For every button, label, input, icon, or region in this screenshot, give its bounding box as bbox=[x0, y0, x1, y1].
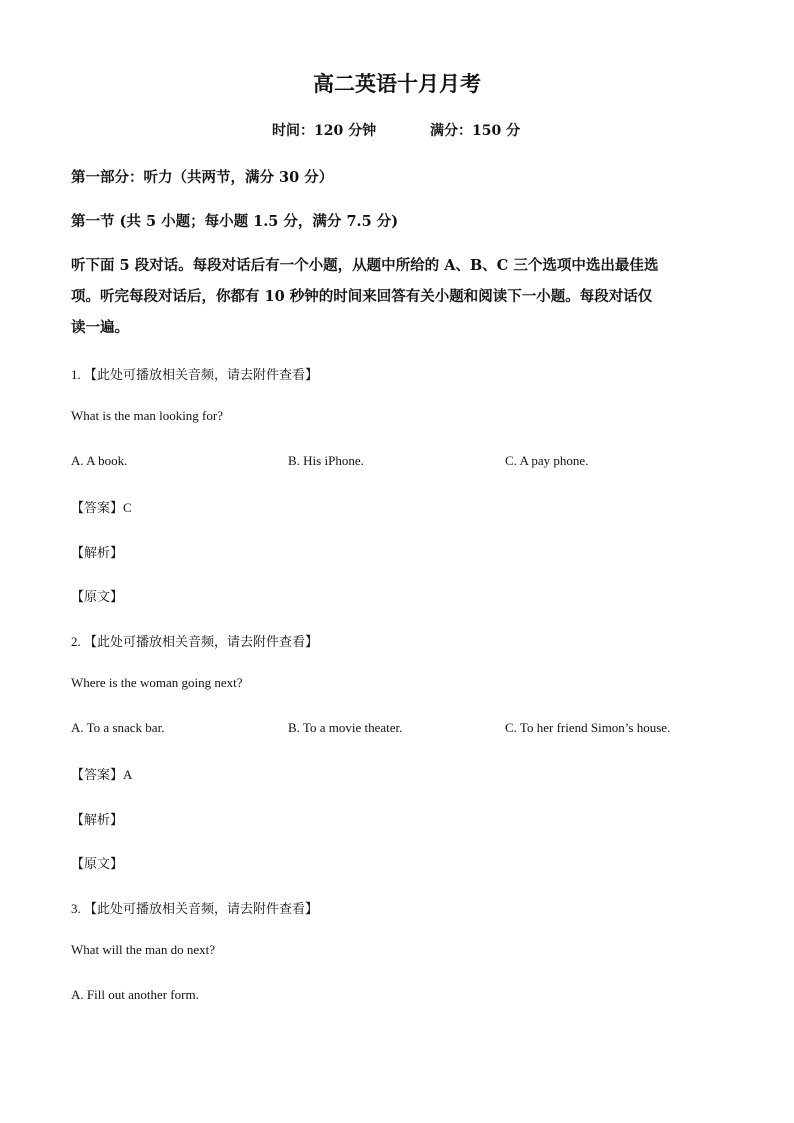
exam-time: 时间：120 分钟 bbox=[272, 123, 377, 139]
option-a: A. To a snack bar. bbox=[71, 720, 165, 735]
option-c: C. A pay phone. bbox=[505, 453, 589, 468]
option-a: A. Fill out another form. bbox=[71, 987, 199, 1002]
exam-score: 满分：150 分 bbox=[430, 123, 521, 139]
section-heading: 第一节 (共 5 小题；每小题 1.5 分，满分 7.5 分) bbox=[71, 213, 399, 230]
audio-note: 【此处可播放相关音频，请去附件查看】 bbox=[84, 368, 319, 383]
original-label: 【原文】 bbox=[71, 857, 124, 872]
original-label: 【原文】 bbox=[71, 590, 124, 605]
question-3-header bbox=[71, 898, 318, 917]
instructions bbox=[71, 250, 731, 343]
answer-value: C bbox=[123, 500, 132, 515]
instruction-line: 项。听完每段对话后，你都有 10 秒钟的时间来回答有关小题和阅读下一小题。每段对话仅 bbox=[71, 288, 653, 305]
option-c: C. To her friend Simon’s house. bbox=[505, 720, 671, 735]
answer-value: A bbox=[123, 767, 133, 782]
instruction-line: 读一遍。 bbox=[71, 319, 129, 336]
question-text: What will the man do next? bbox=[71, 942, 216, 957]
question-number: 1. bbox=[71, 367, 81, 382]
audio-note: 【此处可播放相关音频，请去附件查看】 bbox=[84, 902, 319, 917]
question-text: Where is the woman going next? bbox=[71, 675, 243, 690]
option-b: B. To a movie theater. bbox=[288, 720, 403, 735]
answer-row bbox=[71, 764, 132, 783]
option-a: A. A book. bbox=[71, 453, 128, 468]
part-heading: 第一部分：听力（共两节，满分 30 分） bbox=[71, 169, 334, 186]
instruction-line: 听下面 5 段对话。每段对话后有一个小题，从题中所给的 A、B、C 三个选项中选出最佳选 bbox=[71, 257, 659, 274]
question-2-header bbox=[71, 631, 318, 650]
analysis-label: 【解析】 bbox=[71, 546, 124, 561]
question-number: 2. bbox=[71, 634, 81, 649]
answer-label: 【答案】 bbox=[71, 501, 124, 516]
page-title: 高二英语十月月考 bbox=[313, 71, 481, 96]
answer-row bbox=[71, 497, 132, 516]
audio-note: 【此处可播放相关音频，请去附件查看】 bbox=[84, 635, 319, 650]
answer-label: 【答案】 bbox=[71, 768, 124, 783]
question-1-header bbox=[71, 364, 318, 383]
question-text: What is the man looking for? bbox=[71, 408, 223, 423]
question-number: 3. bbox=[71, 901, 81, 916]
option-b: B. His iPhone. bbox=[288, 453, 364, 468]
analysis-label: 【解析】 bbox=[71, 813, 124, 828]
